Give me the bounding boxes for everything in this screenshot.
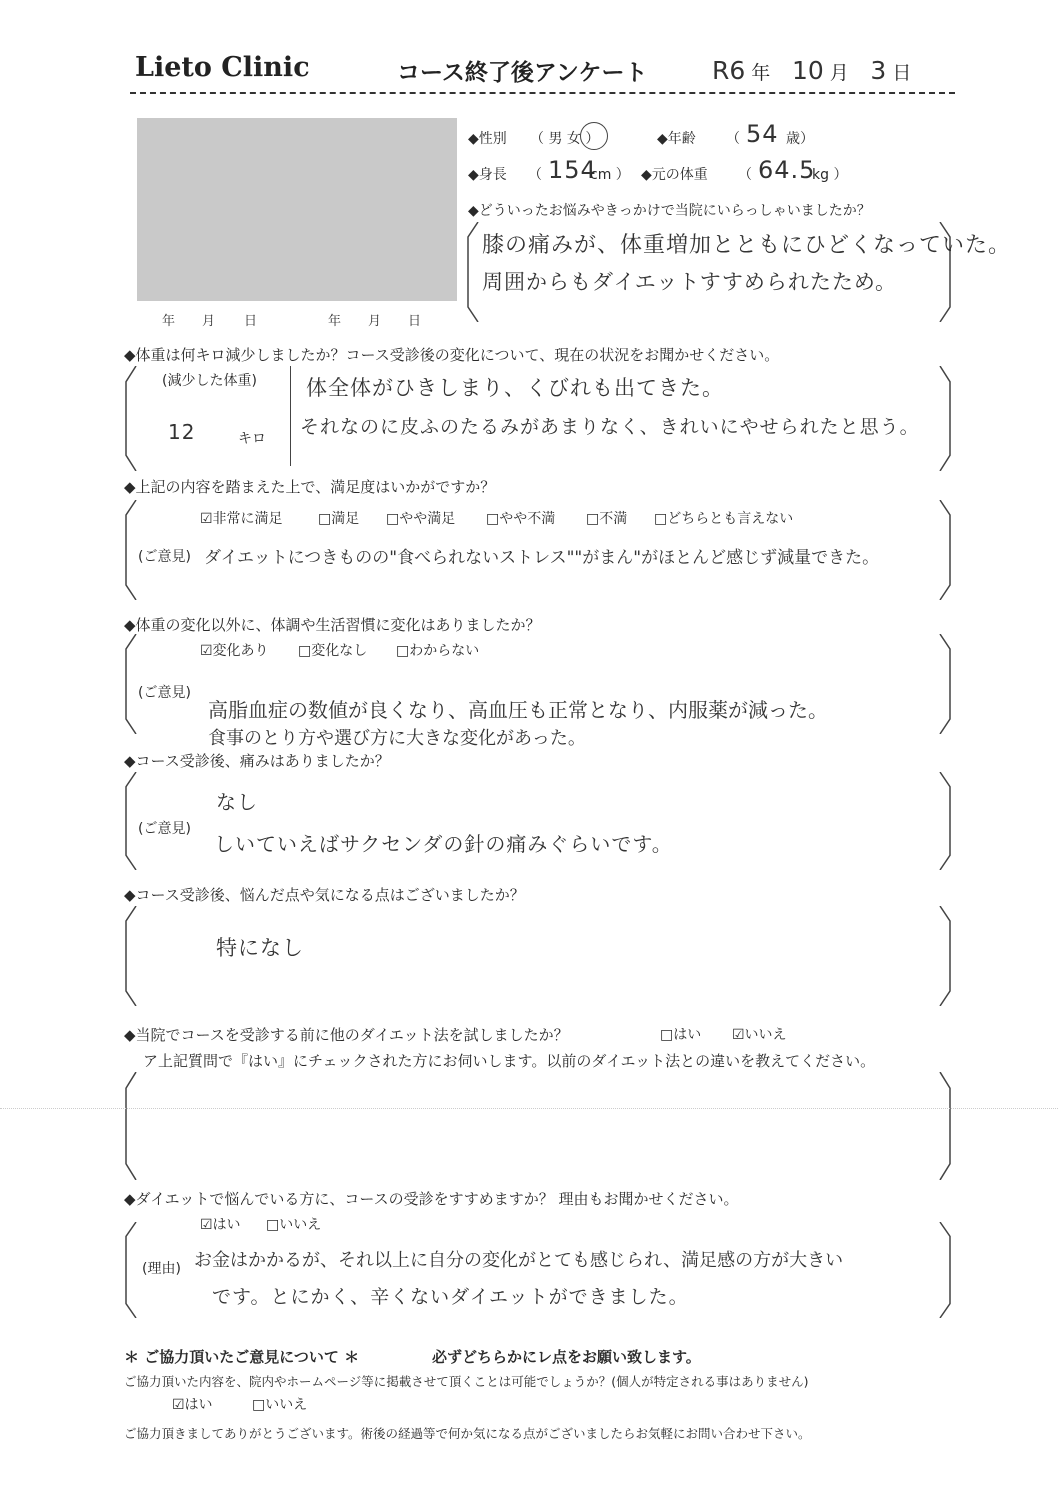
q8-question: ◆ダイエットで悩んでいる方に、コースの受診をすすめますか？ 理由もお聞かせください。 — [124, 1190, 739, 1208]
q3-option-dissatisfied[interactable]: □不満 — [586, 511, 628, 527]
q7-followup: ア上記質問で『はい』にチェックされた方にお伺いします。以前のダイエット法との違いを教えてください。 — [143, 1052, 876, 1070]
age-unit: 歳） — [786, 131, 814, 147]
q4-option-unknown[interactable]: □わからない — [396, 643, 480, 659]
q8-reason-label: (理由) — [142, 1261, 181, 1277]
date-era: R6 — [712, 56, 746, 85]
photo-label-month-1: 月 — [202, 314, 216, 329]
clinic-brand: Lieto Clinic — [135, 52, 310, 83]
form-title: コース終了後アンケート — [397, 60, 648, 86]
q2-answer-line1: 体全体がひきしまり、くびれも出てきた。 — [306, 376, 724, 400]
q3-left-bracket — [124, 500, 138, 600]
q4-comment-label: (ご意見) — [138, 685, 191, 701]
q4-option-no-change[interactable]: □変化なし — [298, 643, 368, 659]
q1-left-bracket — [466, 222, 480, 322]
height-value: 154 — [548, 156, 597, 184]
q2-divider — [290, 366, 291, 466]
height-label: ◆身長 — [468, 167, 507, 183]
q3-option-somewhat-dissatisfied[interactable]: □やや不満 — [486, 511, 556, 527]
q8-left-bracket — [124, 1222, 138, 1318]
q3-comment: ダイエットにつきものの"食べられないストレス""がまん"がほとんど感じず減量できた。 — [204, 548, 880, 568]
gender-label: ◆性別 — [468, 131, 507, 147]
original-weight-unit: kg ） — [812, 167, 848, 183]
q5-answer-line2: しいていえばサクセンダの針の痛みぐらいです。 — [214, 832, 673, 856]
q1-answer-line2: 周囲からもダイエットすすめられたため。 — [482, 270, 898, 294]
q4-left-bracket — [124, 634, 138, 734]
q2-weight-value: 12 — [168, 420, 196, 444]
q5-right-bracket — [938, 772, 952, 870]
q8-answer-line1: お金はかかるが、それ以上に自分の変化がとても感じられ、満足感の方が大きい — [194, 1250, 844, 1271]
q8-answer-line2: です。とにかく、辛くないダイエットができました。 — [212, 1286, 689, 1308]
gender-selected-circle — [580, 122, 608, 150]
original-weight-value: 64.5 — [758, 156, 816, 184]
height-unit: cm ） — [590, 167, 630, 183]
date-year-unit: 年 — [751, 62, 771, 84]
consent-option-yes[interactable]: ☑はい — [172, 1397, 213, 1413]
q3-option-somewhat-satisfied[interactable]: □やや満足 — [386, 511, 456, 527]
q5-comment-label: (ご意見) — [138, 821, 191, 837]
photo-label-day-1: 日 — [244, 314, 258, 329]
q2-question: ◆体重は何キロ減少しましたか？コース受診後の変化について、現在の状況をお聞かせください。 — [124, 346, 780, 364]
age-label: ◆年齢 — [657, 131, 696, 147]
q3-option-neutral[interactable]: □どちらとも言えない — [654, 511, 794, 527]
q2-right-bracket — [938, 366, 952, 471]
photo-label-month-2: 月 — [368, 314, 382, 329]
q2-left-bracket — [124, 366, 138, 471]
age-value: 54 — [746, 120, 779, 148]
q3-right-bracket — [938, 500, 952, 600]
original-weight-label: ◆元の体重 — [641, 167, 708, 183]
q7-question: ◆当院でコースを受診する前に他のダイエット法を試しましたか？ — [124, 1026, 569, 1044]
height-paren: （ — [528, 167, 542, 183]
q2-weight-label: (減少した体重) — [162, 373, 257, 389]
weight-paren: （ — [738, 167, 752, 183]
header-divider — [130, 92, 955, 94]
date-month-unit: 月 — [829, 62, 849, 84]
consent-option-no[interactable]: □いいえ — [252, 1397, 308, 1413]
q2-weight-unit: キロ — [238, 431, 266, 447]
q6-answer: 特になし — [216, 936, 304, 960]
scan-artifact-line — [0, 1108, 1058, 1109]
q4-answer-line2: 食事のとり方や選び方に大きな変化があった。 — [208, 728, 586, 749]
q3-option-very-satisfied[interactable]: ☑非常に満足 — [200, 511, 283, 527]
q4-option-changed[interactable]: ☑変化あり — [200, 643, 269, 659]
q7-left-bracket — [124, 1072, 138, 1180]
gender-options: （ 男 女 ） — [530, 131, 600, 147]
q2-answer-line2: それなのに皮ふのたるみがあまりなく、きれいにやせられたと思う。 — [300, 416, 920, 438]
date-day: 3 — [870, 56, 887, 85]
q8-right-bracket — [938, 1222, 952, 1318]
q3-question: ◆上記の内容を踏まえた上で、満足度はいかがですか？ — [124, 478, 496, 496]
q7-right-bracket — [938, 1072, 952, 1180]
q1-answer-line1: 膝の痛みが、体重増加とともにひどくなっていた。 — [482, 233, 1012, 258]
photo-label-year-2: 年 — [328, 314, 342, 329]
q3-comment-label: (ご意見) — [138, 549, 191, 565]
q4-question: ◆体重の変化以外に、体調や生活習慣に変化はありましたか？ — [124, 616, 541, 634]
q8-option-yes[interactable]: ☑はい — [200, 1217, 241, 1233]
before-after-photo — [137, 118, 457, 301]
q6-question: ◆コース受診後、悩んだ点や気になる点はございましたか？ — [124, 886, 525, 904]
photo-label-day-2: 日 — [408, 314, 422, 329]
q7-option-yes[interactable]: □はい — [660, 1027, 702, 1043]
date-month: 10 — [791, 56, 824, 85]
q4-right-bracket — [938, 634, 952, 734]
q8-option-no[interactable]: □いいえ — [266, 1217, 322, 1233]
q1-question: ◆どういったお悩みやきっかけで当院にいらっしゃいましたか？ — [468, 203, 871, 219]
consent-title: ＊ ご協力頂いたご意見について ＊ — [124, 1348, 360, 1366]
age-paren: （ — [726, 131, 740, 147]
q6-right-bracket — [938, 906, 952, 1006]
date-row — [712, 56, 917, 85]
q7-option-no[interactable]: ☑いいえ — [732, 1027, 787, 1043]
q3-option-satisfied[interactable]: □満足 — [318, 511, 360, 527]
q4-answer-line1: 高脂血症の数値が良くなり、高血圧も正常となり、内服薬が減った。 — [208, 698, 828, 722]
q5-question: ◆コース受診後、痛みはありましたか？ — [124, 752, 390, 770]
consent-question: ご協力頂いた内容を、院内やホームページ等に掲載させて頂くことは可能でしょうか？(個人が特定される事はありません) — [124, 1374, 809, 1389]
q6-left-bracket — [124, 906, 138, 1006]
q5-answer-line1: なし — [216, 790, 258, 814]
consent-required-note: 必ずどちらかにレ点をお願い致します。 — [432, 1348, 701, 1366]
thanks-note: ご協力頂きましてありがとうございます。術後の経過等で何か気になる点がございましたらお気軽にお問い合わせ下さい。 — [124, 1426, 811, 1441]
q5-left-bracket — [124, 772, 138, 870]
photo-label-year-1: 年 — [162, 314, 176, 329]
date-day-unit: 日 — [892, 62, 912, 84]
